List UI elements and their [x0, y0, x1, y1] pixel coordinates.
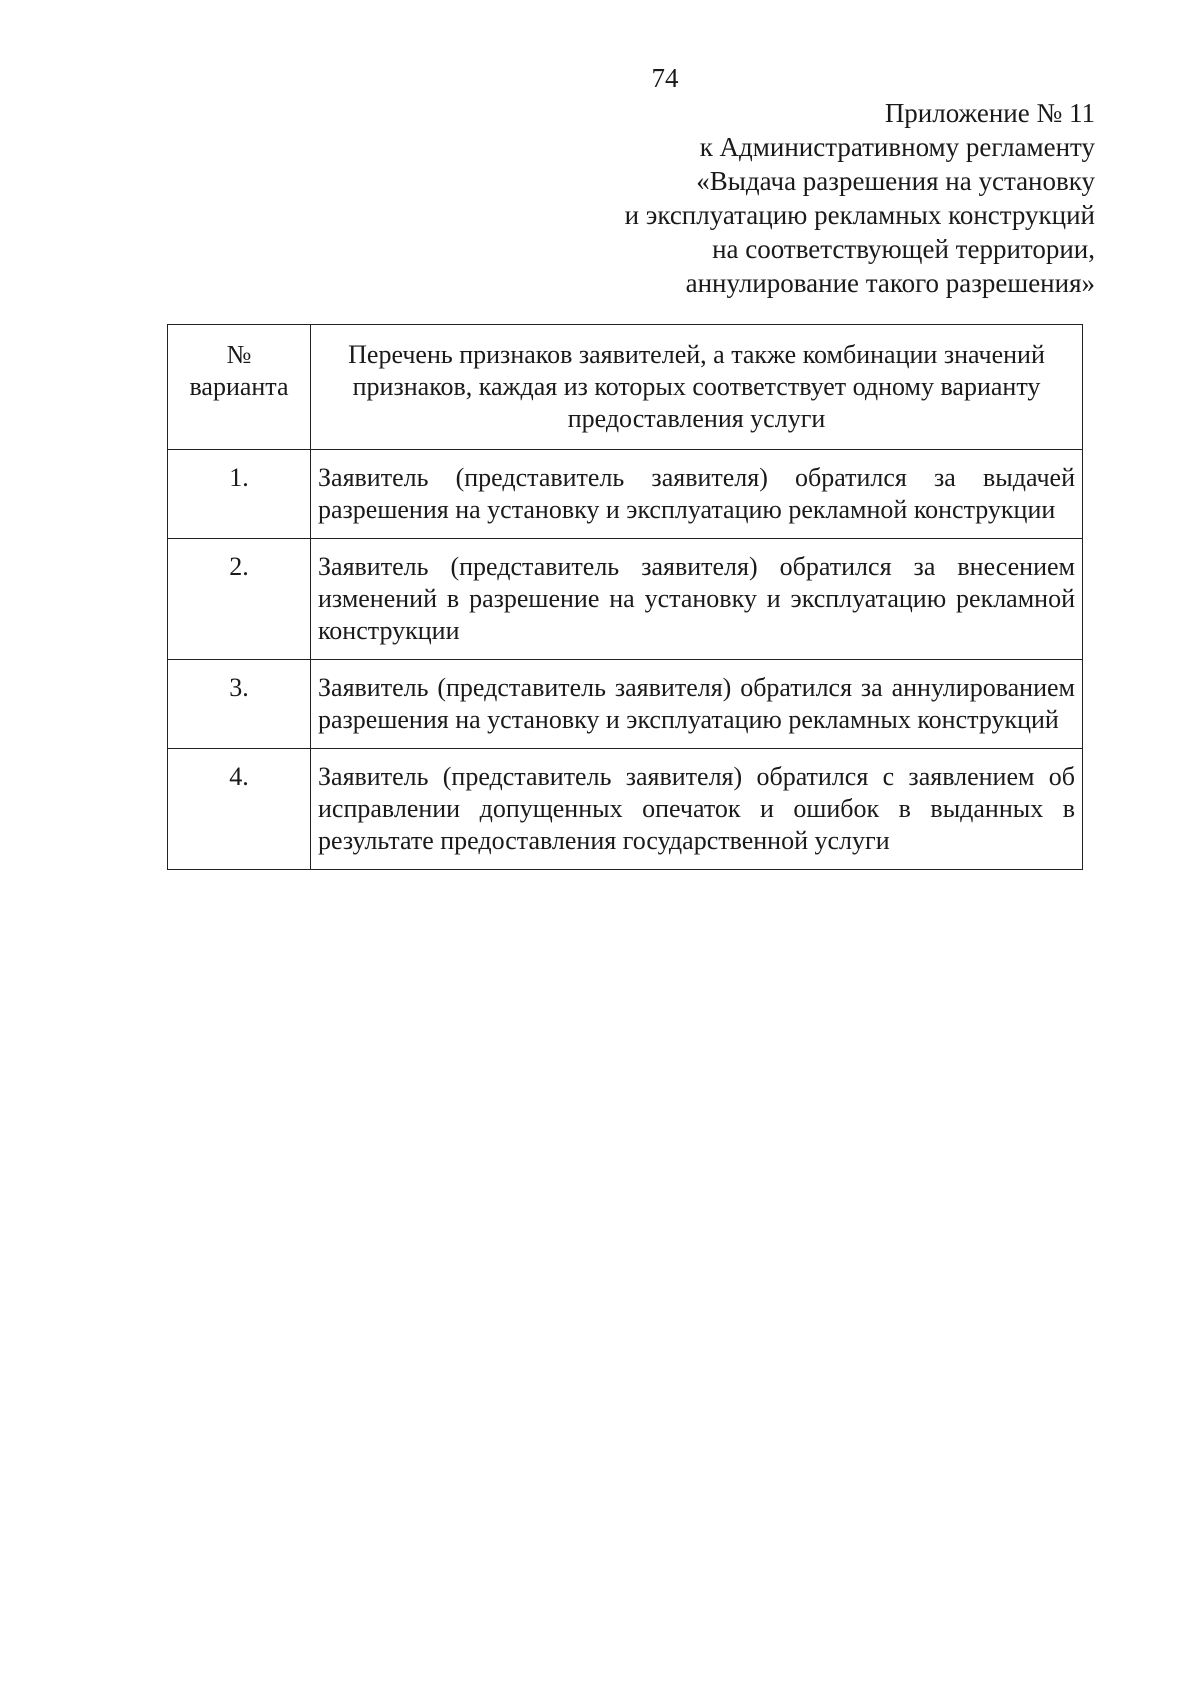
- variants-table: [167, 324, 1083, 870]
- appendix-line: к Административному регламенту: [699, 132, 1095, 162]
- table-row: [168, 539, 1083, 660]
- variant-number: 2.: [168, 539, 311, 660]
- header-variant-number: [168, 325, 311, 450]
- page-number: 74: [651, 63, 679, 93]
- appendix-line: Приложение № 11: [884, 98, 1095, 128]
- header-description-label: Перечень признаков заявителей, а также комбинации значений признаков, каждая из которых соответствует одному варианту предоставления услуги: [348, 340, 1045, 433]
- appendix-line: на соответствующей территории,: [712, 234, 1095, 264]
- variant-description: Заявитель (представитель заявителя) обратился за выдачей разрешения на установку и эксплуатацию рекламной конструкции: [311, 450, 1083, 539]
- variant-description: Заявитель (представитель заявителя) обратился с заявлением об исправлении допущенных опечаток и ошибок в выданных в результате предоставления государственной услуги: [311, 749, 1083, 870]
- table-row: [168, 660, 1083, 749]
- appendix-header: [395, 96, 1095, 300]
- variant-description: Заявитель (представитель заявителя) обратился за внесением изменений в разрешение на установку и эксплуатацию рекламной конструкции: [311, 539, 1083, 660]
- header-description: [311, 325, 1083, 450]
- header-variant-number-label: № варианта: [189, 340, 289, 401]
- table-row: [168, 450, 1083, 539]
- appendix-line: «Выдача разрешения на установку: [696, 166, 1095, 196]
- appendix-line: аннулирование такого разрешения»: [685, 268, 1095, 298]
- table-header-row: [168, 325, 1083, 450]
- table-row: [168, 749, 1083, 870]
- appendix-line: и эксплуатацию рекламных конструкций: [624, 200, 1095, 230]
- variant-number: 1.: [168, 450, 311, 539]
- variant-number: 4.: [168, 749, 311, 870]
- variant-number: 3.: [168, 660, 311, 749]
- variant-description: Заявитель (представитель заявителя) обратился за аннулированием разрешения на установку и эксплуатацию рекламных конструкций: [311, 660, 1083, 749]
